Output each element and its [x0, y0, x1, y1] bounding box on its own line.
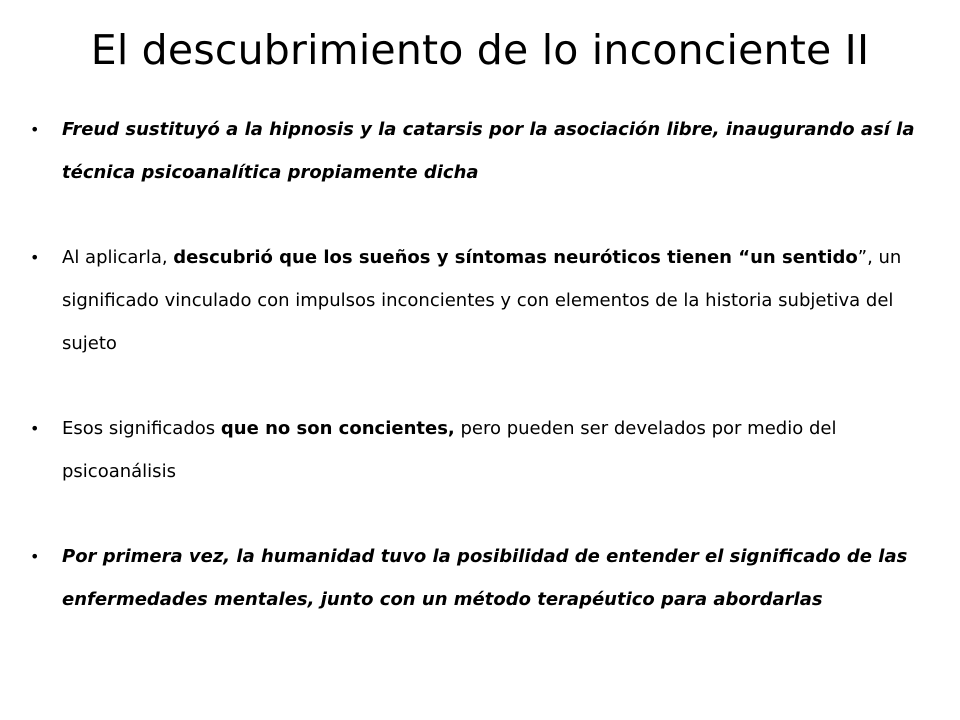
bullet-text-3-rest: pero pueden ser develados por medio del psicoanálisis: [62, 418, 837, 482]
bullet-text-2-rest: ”, un significado vinculado con impulsos inconcientes y con elementos de la historia subjetiva del sujeto: [62, 247, 902, 354]
bullet-text-2-emphasis: descubrió que los sueños y síntomas neuróticos tienen “un sentido: [173, 247, 858, 268]
bullet-item-2: [30, 236, 935, 365]
bullet-item-3: [30, 407, 935, 493]
bullet-dot: •: [30, 547, 40, 566]
bullet-dot: •: [30, 419, 40, 438]
bullet-dot: •: [30, 120, 40, 139]
bullet-text-1: Freud sustituyó a la hipnosis y la catarsis por la asociación libre, inaugurando así la técnica psicoanalítica propiamente dicha: [62, 119, 915, 183]
bullet-text-4: Por primera vez, la humanidad tuvo la posibilidad de entender el significado de las enfermedades mentales, junto con un método terapéutico para abordarlas: [62, 546, 908, 610]
bullet-text-2-intro: Al aplicarla,: [62, 247, 174, 268]
bullet-item-4: [30, 535, 935, 621]
bullet-list: [30, 108, 935, 621]
bullet-dot: •: [30, 248, 40, 267]
bullet-text-3-emphasis: que no son concientes,: [220, 418, 455, 439]
slide-title: El descubrimiento de lo inconciente II: [90, 26, 870, 74]
bullet-text-3-intro: Esos significados: [62, 418, 221, 439]
bullet-item-1: [30, 108, 935, 194]
